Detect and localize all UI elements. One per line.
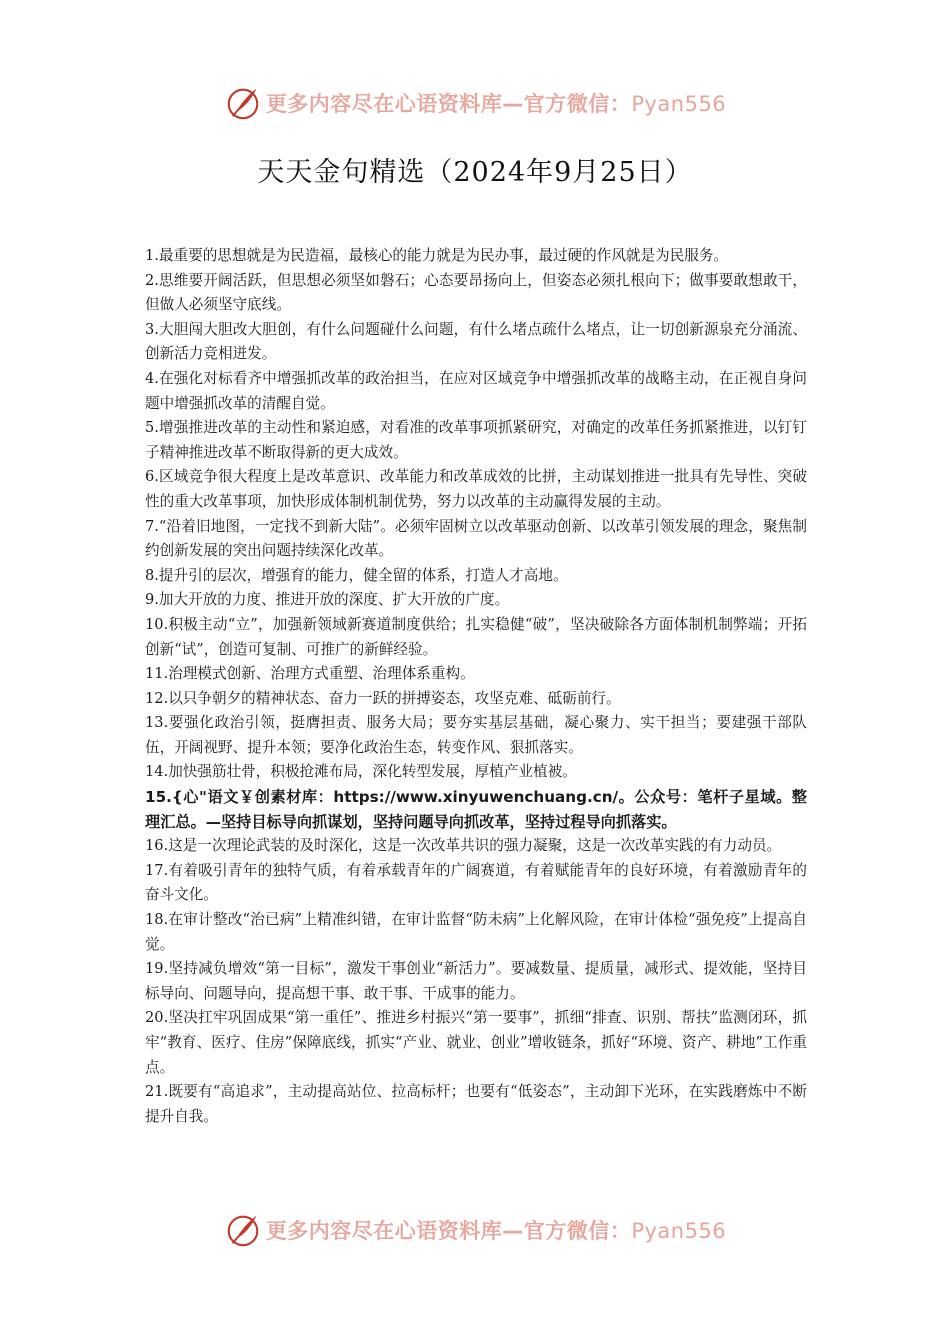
list-item: 5.增强推进改革的主动性和紧迫感，对看准的改革事项抓紧研究，对确定的改革任务抓紧推进，以钉钉子精神推进改革不断取得新的更大成效。: [145, 419, 807, 461]
list-item: 7.“沿着旧地图，一定找不到新大陆”。必须牢固树立以改革驱动创新、以改革引领发展的理念，聚焦制约创新发展的突出问题持续深化改革。: [145, 517, 807, 560]
quote-list: [145, 244, 807, 1129]
list-item-source-note: 15.{心"语文￥创素材库：https://www.xinyuwenchuang.cn/。公众号：笔杆子星域。整理汇总。—坚持目标导向抓谋划，坚持问题导向抓改革，坚持过程导向抓落实。: [145, 788, 807, 831]
list-item: 14.加快强筋壮骨，积极抢滩布局，深化转型发展，厚植产业植被。: [145, 763, 577, 781]
banner-text: 更多内容尽在心语资料库—官方微信：Pyan556: [265, 1219, 727, 1243]
list-item: 2.思维要开阔活跃，但思想必须坚如磐石；心态要昂扬向上，但姿态必须扎根向下；做事要敢想敢干，但做人必须坚守底线。: [145, 271, 807, 314]
list-item: 17.有着吸引青年的独特气质，有着承载青年的广阔赛道，有着赋能青年的良好环境，有着激励青年的奋斗文化。: [145, 861, 807, 904]
list-item: 4.在强化对标看齐中增强抓改革的政治担当，在应对区域竞争中增强抓改革的战略主动，在正视自身问题中增强抓改革的清醒自觉。: [145, 369, 807, 412]
list-item: 8.提升引的层次，增强育的能力，健全留的体系，打造人才高地。: [145, 566, 568, 584]
footer-banner: [0, 1207, 950, 1253]
list-item: 18.在审计整改“治已病”上精准纠错，在审计监督“防未病”上化解风险，在审计体检“强免疫”上提高自觉。: [145, 911, 807, 953]
list-item: 6.区域竞争很大程度上是改革意识、改革能力和改革成效的比拼，主动谋划推进一批具有先导性、突破性的重大改革事项，加快形成体制机制优势，努力以改革的主动赢得发展的主动。: [145, 468, 807, 510]
quill-logo-icon: [224, 1211, 262, 1249]
list-item: 1.最重要的思想就是为民造福，最核心的能力就是为民办事，最过硬的作风就是为民服务。: [145, 247, 729, 264]
list-item: 19.坚持减负增效“第一目标”，激发干事创业“新活力”。要减数量、提质量，减形式、提效能，坚持目标导向、问题导向，提高想干事、敢干事、干成事的能力。: [145, 960, 807, 1002]
list-item: 21.既要有“高追求”，主动提高站位、拉高标杆；也要有“低姿态”，主动卸下光环，在实践磨炼中不断提升自我。: [145, 1083, 807, 1125]
list-item: 13.要强化政治引领，挺膺担责、服务大局；要夯实基层基础，凝心聚力、实干担当；要建强干部队伍，开阔视野、提升本领；要净化政治生态，转变作风、狠抓落实。: [145, 714, 807, 756]
list-item: 3.大胆闯大胆改大胆创，有什么问题碰什么问题，有什么堵点疏什么堵点，让一切创新源泉充分涌流、创新活力竞相迸发。: [145, 320, 807, 363]
list-item: 20.坚决扛牢巩固成果“第一重任”、推进乡村振兴“第一要事”，抓细“排查、识别、帮扶”监测闭环，抓牢“教育、医疗、住房”保障底线，抓实“产业、就业、创业”增收链条，抓好“环境、资产、耕地”工作重点。: [145, 1009, 807, 1076]
quill-logo-icon: [224, 84, 262, 122]
list-item: 9.加大开放的力度、推进开放的深度、扩大开放的广度。: [145, 591, 510, 609]
page-title: 天天金句精选（2024年9月25日）: [257, 157, 693, 188]
list-item: 11.治理模式创新、治理方式重塑、治理体系重构。: [145, 665, 475, 683]
list-item: 10.积极主动“立”，加强新领域新赛道制度供给；扎实稳健“破”，坚决破除各方面体制机制弊端；开拓创新“试”，创造可复制、可推广的新鲜经验。: [145, 615, 807, 658]
list-item: 12.以只争朝夕的精神状态、奋力一跃的拼搏姿态，攻坚克难、砥砺前行。: [145, 689, 621, 707]
header-banner: [0, 80, 950, 126]
list-item: 16.这是一次理论武装的及时深化，这是一次改革共识的强力凝聚，这是一次改革实践的有力动员。: [145, 837, 782, 855]
banner-text: 更多内容尽在心语资料库—官方微信：Pyan556: [265, 92, 727, 116]
